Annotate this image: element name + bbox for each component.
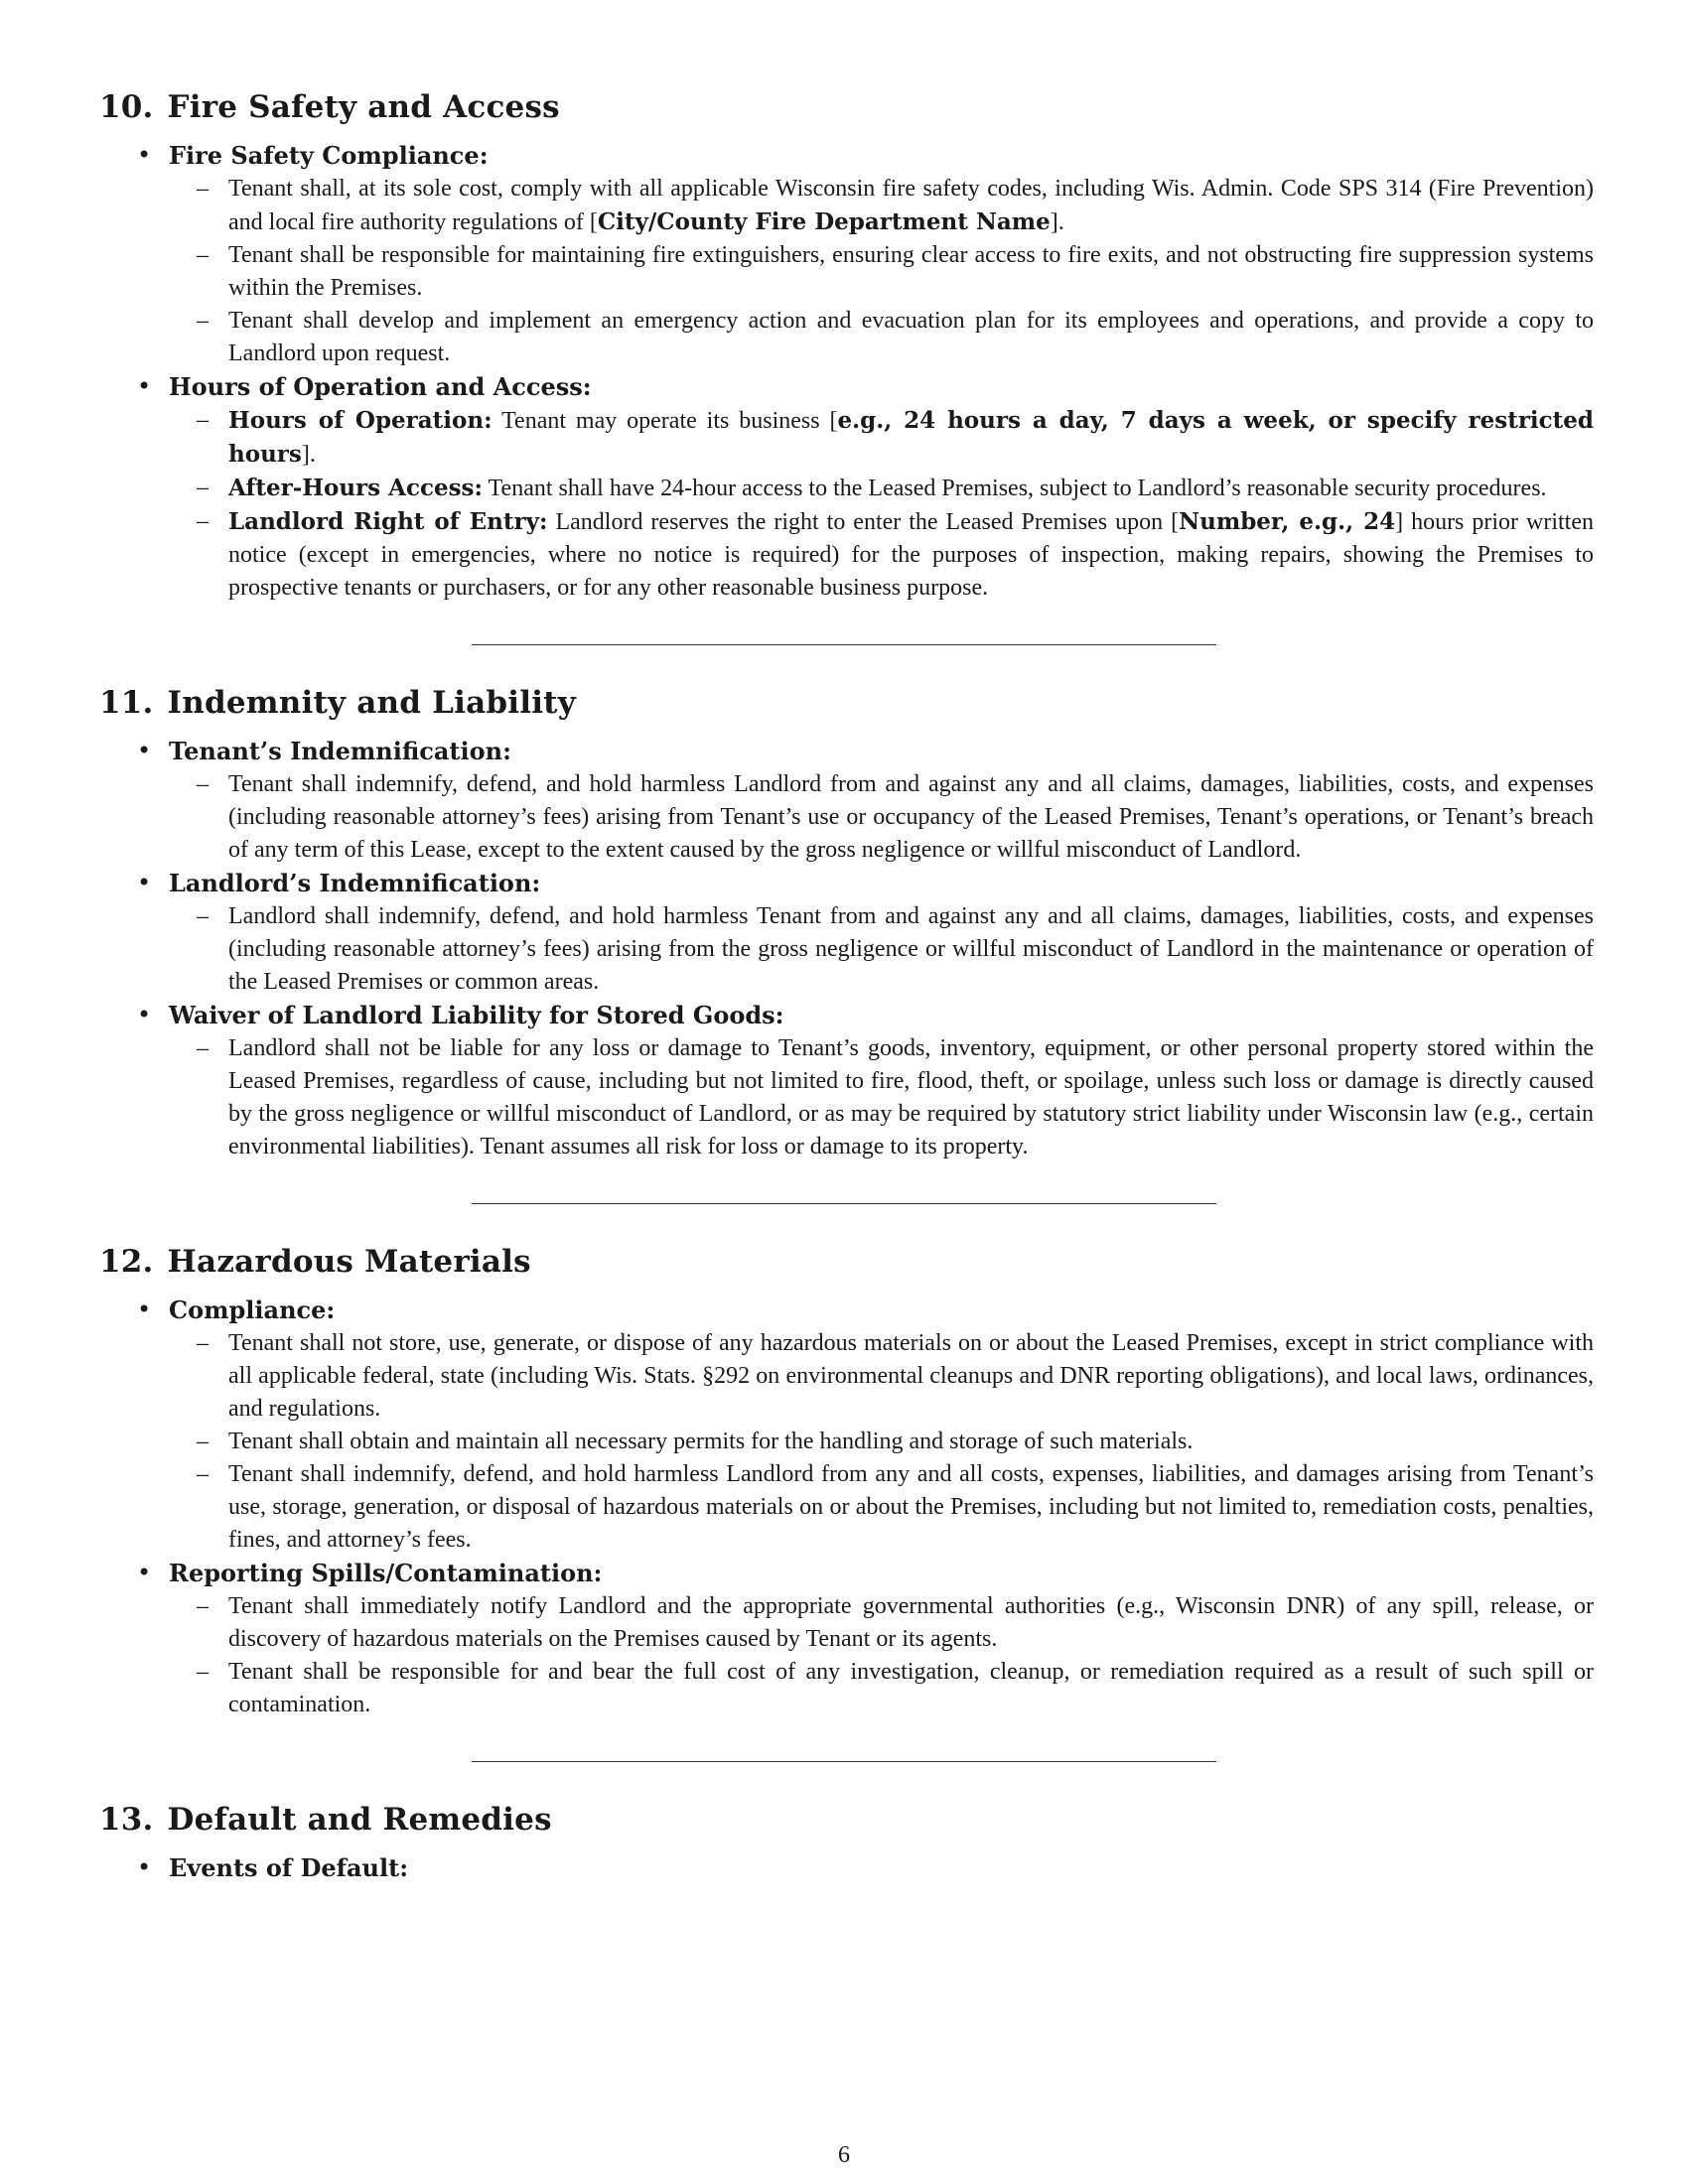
section-heading [99, 1244, 1594, 1280]
sub-item-text: Tenant shall have 24-hour access to the Leased Premises, subject to Landlord’s reasonable security procedures. [483, 476, 1547, 501]
bullet-list [99, 1294, 1594, 1721]
bullet-label: Events of Default: [169, 1853, 409, 1882]
section-10 [99, 89, 1594, 605]
horizontal-rule [472, 1761, 1216, 1762]
sub-item [169, 1458, 1594, 1557]
sub-list [169, 173, 1594, 370]
bullet-item [99, 867, 1594, 999]
bullet-list [99, 139, 1594, 605]
sub-item [169, 239, 1594, 305]
sub-item [169, 1426, 1594, 1458]
sub-item-text: Tenant shall develop and implement an emergency action and evacuation plan for its employees and operations, and provide a copy to Landlord upon request. [228, 308, 1594, 366]
bullet-list [99, 735, 1594, 1163]
sub-item [169, 173, 1594, 239]
bullet-item [99, 139, 1594, 370]
sub-list [169, 900, 1594, 999]
placeholder-text: Number, e.g., 24 [1179, 508, 1396, 535]
page-number: 6 [838, 2142, 850, 2168]
sub-item-label: After-Hours Access: [228, 475, 483, 501]
sub-item-text: Tenant shall indemnify, defend, and hold harmless Landlord from any and all costs, expenses, liabilities, and damages arising from Tenant’s use, storage, generation, or disposal of hazardous materials on or about the Premises, including but not limited to, remediation costs, penalties, fines, and attorney’s fees. [228, 1461, 1594, 1553]
sub-item [169, 1590, 1594, 1656]
section-number: 12. [99, 1244, 154, 1280]
sub-item [169, 305, 1594, 370]
bullet-item [99, 1294, 1594, 1557]
sub-item-text: Tenant shall indemnify, defend, and hold harmless Landlord from and against any and all claims, damages, liabilities, costs, and expenses (including reasonable attorney’s fees) arising from Tenant’s use or occupancy of the Leased Premises, Tenant’s operations, or Tenant’s breach of any term of this Lease, except to the extent caused by the gross negligence or willful misconduct of Landlord. [228, 771, 1594, 863]
section-heading [99, 89, 1594, 125]
section-number: 11. [99, 685, 154, 721]
sub-item-text: Landlord shall not be liable for any loss or damage to Tenant’s goods, inventory, equipment, or other personal property stored within the Leased Premises, regardless of cause, including but not limited to fire, flood, theft, or spoilage, unless such loss or damage is directly caused by the gross negligence or willful misconduct of Landlord, or as may be required by statutory strict liability under Wisconsin law (e.g., certain environmental liabilities). Tenant assumes all risk for loss or damage to its property. [228, 1035, 1594, 1160]
sub-item [169, 768, 1594, 867]
section-heading [99, 1802, 1594, 1838]
bullet-item [99, 735, 1594, 867]
bullet-label: Reporting Spills/Contamination: [169, 1559, 603, 1587]
sub-item-text: ] hours prior written notice (except in emergencies, where no notice is required) for the purposes of inspection, making repairs, showing the Premises to prospective tenants or purchasers, or for any other reasonable business purpose. [228, 509, 1594, 601]
bullet-item [99, 370, 1594, 605]
section-13 [99, 1802, 1594, 1885]
sub-item-text: Tenant shall immediately notify Landlord and the appropriate governmental authorities (e.g., Wisconsin DNR) of any spill, release, or discovery of hazardous materials on the Premises caused by Tenant or its agents. [228, 1593, 1594, 1652]
bullet-list [99, 1851, 1594, 1885]
bullet-label: Waiver of Landlord Liability for Stored Goods: [169, 1001, 784, 1029]
bullet-label: Tenant’s Indemnification: [169, 737, 511, 765]
sub-item-text: Tenant shall be responsible for maintaining fire extinguishers, ensuring clear access to fire exits, and not obstructing fire suppression systems within the Premises. [228, 242, 1594, 301]
bullet-label: Compliance: [169, 1296, 336, 1324]
sub-item [169, 472, 1594, 505]
section-number: 13. [99, 1802, 154, 1838]
horizontal-rule [472, 1203, 1216, 1204]
sub-item-text: ]. [301, 442, 316, 468]
sub-item-text: Tenant shall be responsible for and bear the full cost of any investigation, cleanup, or remediation required as a result of such spill or contamination. [228, 1659, 1594, 1717]
sub-item [169, 1327, 1594, 1426]
sub-item-text: Landlord reserves the right to enter the Leased Premises upon [ [547, 509, 1180, 535]
sub-list [169, 404, 1594, 605]
section-12 [99, 1244, 1594, 1721]
bullet-label: Fire Safety Compliance: [169, 141, 489, 170]
sub-list [169, 768, 1594, 867]
section-heading [99, 685, 1594, 721]
sub-item [169, 1656, 1594, 1721]
sub-item [169, 404, 1594, 472]
section-number: 10. [99, 89, 154, 125]
sub-item-text: Tenant may operate its business [ [492, 408, 838, 434]
sub-item-text: Tenant shall, at its sole cost, comply with all applicable Wisconsin fire safety codes, including Wis. Admin. Code SPS 314 (Fire Prevention) and local fire authority regulations of [ [228, 176, 1594, 235]
sub-item-label: Hours of Operation: [228, 407, 492, 434]
bullet-item [99, 1557, 1594, 1721]
bullet-item [99, 999, 1594, 1163]
placeholder-text: City/County Fire Department Name [597, 208, 1051, 235]
horizontal-rule [472, 644, 1216, 645]
sub-item [169, 1032, 1594, 1163]
sub-list [169, 1327, 1594, 1557]
section-title: Fire Safety and Access [167, 89, 560, 125]
sub-list [169, 1590, 1594, 1721]
sub-item-text: ]. [1050, 209, 1064, 235]
sub-list [169, 1032, 1594, 1163]
sub-item-text: Landlord shall indemnify, defend, and hold harmless Tenant from and against any and all claims, damages, liabilities, costs, and expenses (including reasonable attorney’s fees) arising from the gross negligence or willful misconduct of Landlord in the maintenance or operation of the Leased Premises or common areas. [228, 903, 1594, 995]
placeholder-text: e.g., 24 hours a day, 7 days a week, or specify restricted hours [228, 407, 1595, 468]
sections-container [99, 89, 1594, 1885]
section-title: Default and Remedies [167, 1802, 552, 1838]
bullet-label: Landlord’s Indemnification: [169, 869, 541, 897]
section-title: Indemnity and Liability [167, 685, 576, 721]
section-11 [99, 685, 1594, 1163]
sub-item-label: Landlord Right of Entry: [228, 508, 548, 535]
sub-item-text: Tenant shall obtain and maintain all necessary permits for the handling and storage of such materials. [228, 1429, 1194, 1454]
document-page [99, 89, 1594, 1885]
bullet-label: Hours of Operation and Access: [169, 372, 592, 401]
sub-item-text: Tenant shall not store, use, generate, or dispose of any hazardous materials on or about the Leased Premises, except in strict compliance with all applicable federal, state (including Wis. Stats. §292 on environmental cleanups and DNR reporting obligations), and local laws, ordinances, and regulations. [228, 1330, 1594, 1422]
section-title: Hazardous Materials [167, 1244, 531, 1280]
bullet-item [99, 1851, 1594, 1885]
sub-item [169, 505, 1594, 605]
sub-item [169, 900, 1594, 999]
